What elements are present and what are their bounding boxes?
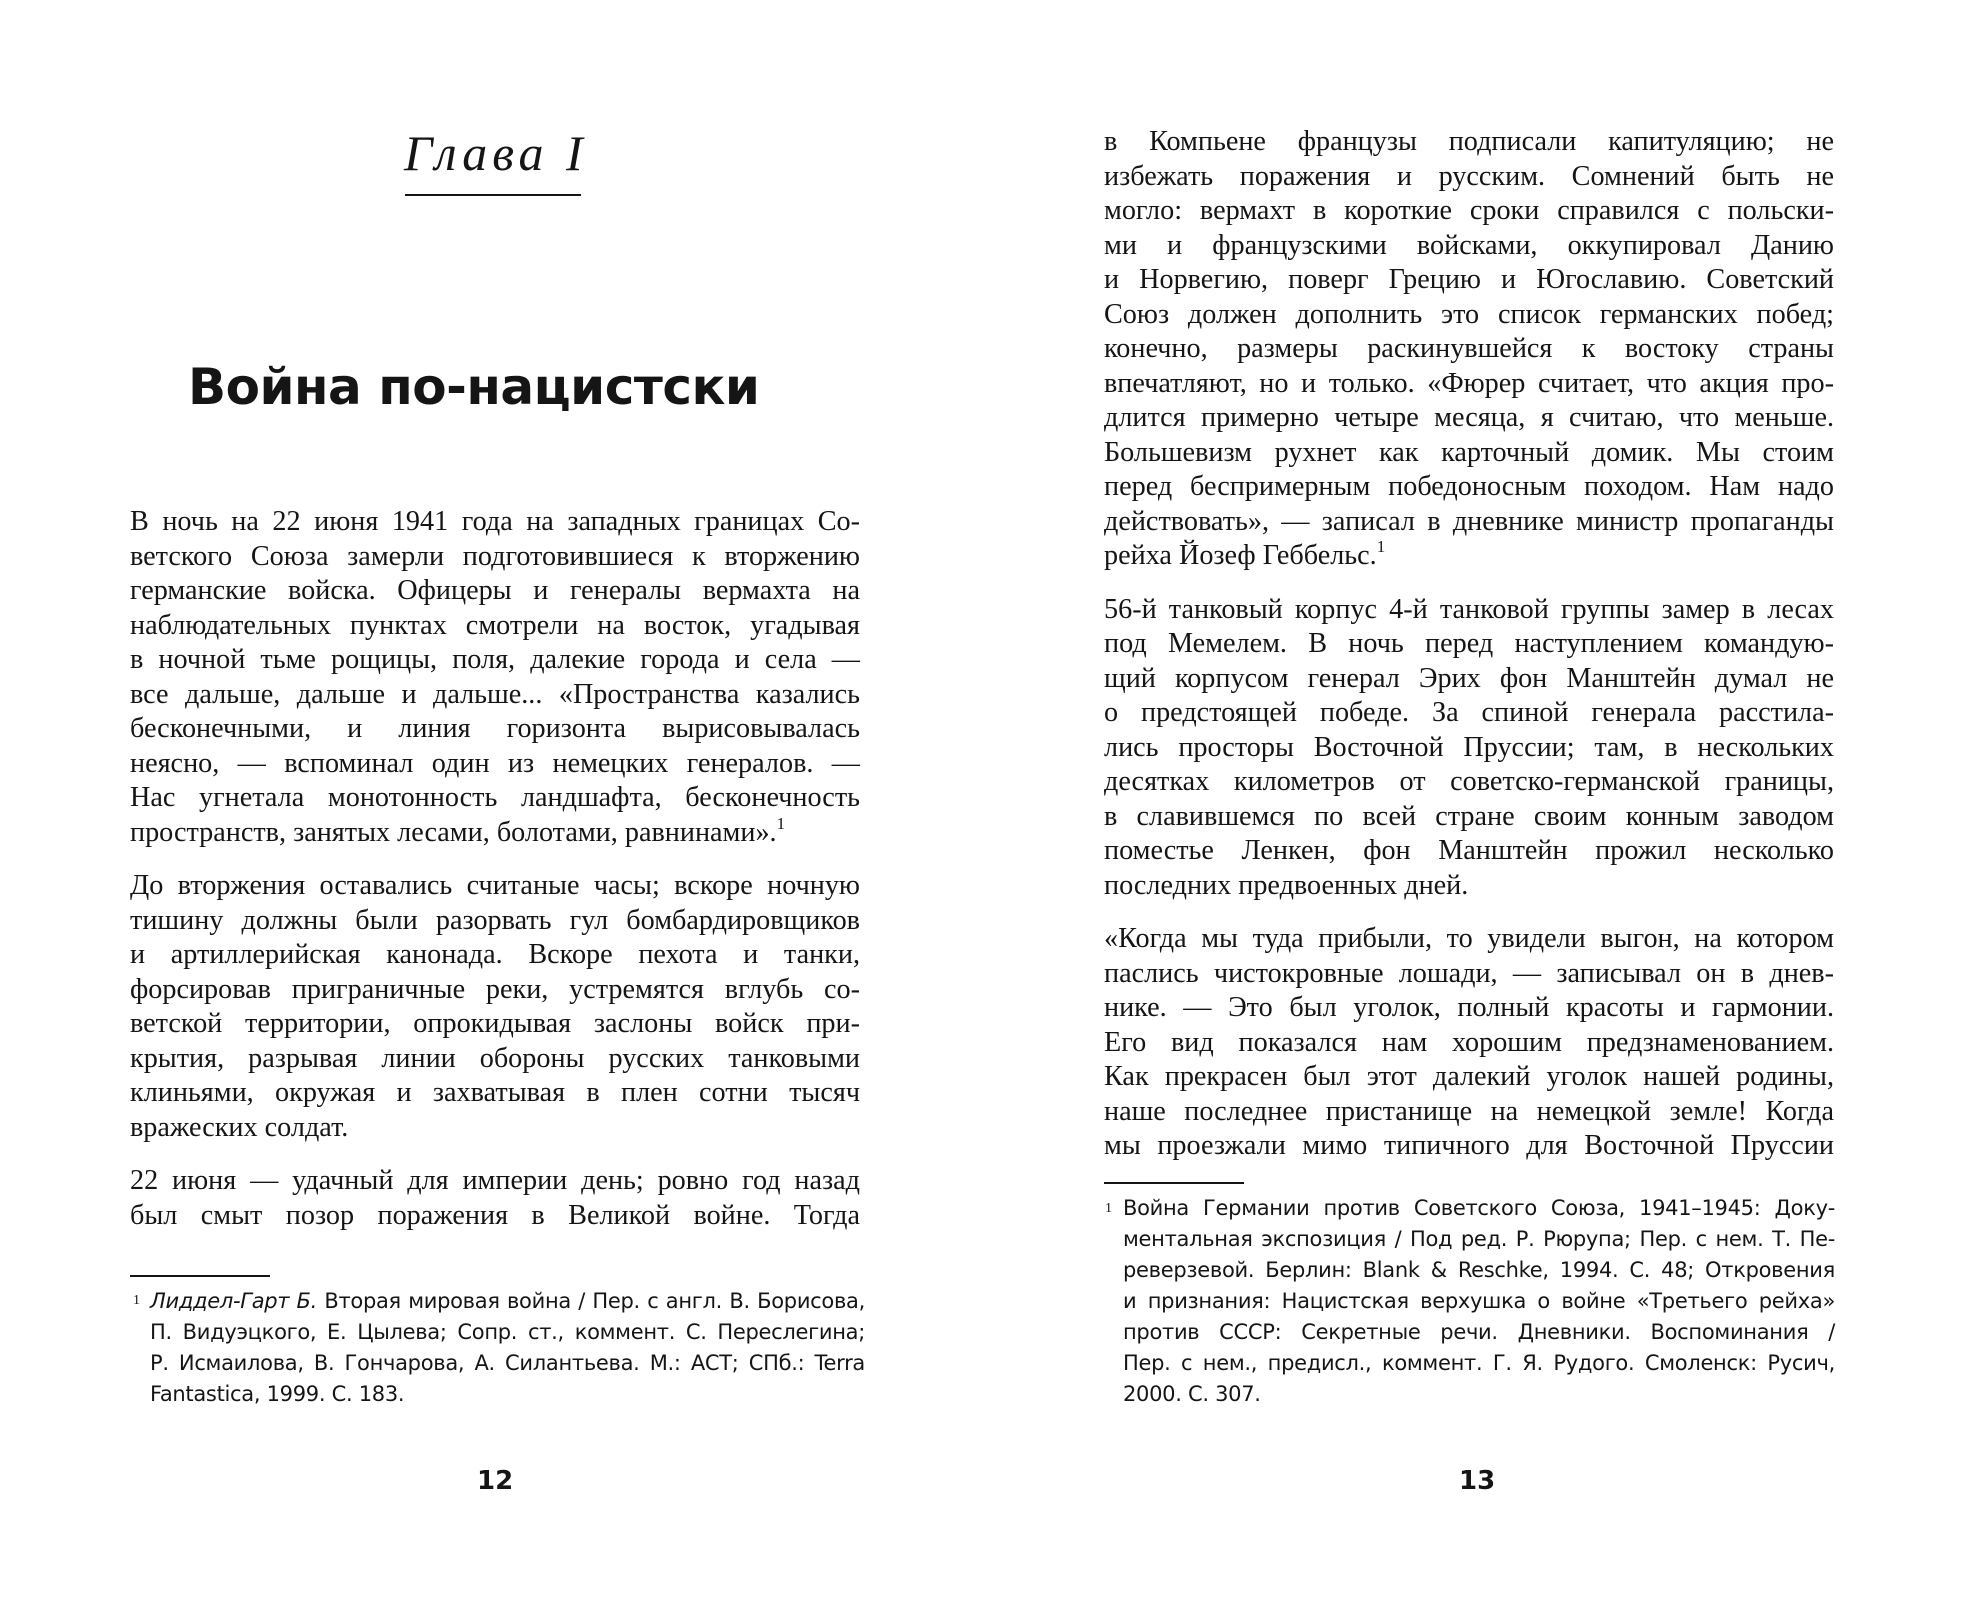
footnote-line: Р. Исмаилова, В. Гончарова, А. Силантьева. М.: АСТ; СПб.: Terra bbox=[150, 1351, 865, 1375]
text-line: Как прекрасен был этот далекий уголок нашей родины, bbox=[1104, 1061, 1834, 1092]
text-line: паслись чистокровные лошади, — записывал он в днев- bbox=[1104, 957, 1834, 989]
text-line: конечно, размеры раскинувшейся к востоку страны bbox=[1104, 333, 1834, 364]
footnote-line-content: Вторая мировая война / Пер. с англ. В. Борисова, bbox=[324, 1289, 865, 1313]
text-line: действовать», — записал в дневнике министр пропаганды bbox=[1104, 505, 1834, 537]
text-line: Союз должен дополнить это список германских побед; bbox=[1104, 298, 1834, 330]
text-line: последних предвоенных дней. bbox=[1104, 869, 1469, 901]
text-line-content: пространств, занятых лесами, болотами, равнинами». bbox=[130, 816, 777, 848]
footnote-line: Fantastica, 1999. С. 183. bbox=[150, 1382, 405, 1406]
page-number: 12 bbox=[477, 1466, 514, 1496]
footnote-line: Пер. с нем., предисл., коммент. Г. Я. Рудого. Смоленск: Русич, bbox=[1123, 1351, 1835, 1375]
paragraph bbox=[130, 505, 860, 850]
text-line: все дальше, дальше и дальше... «Пространства казались bbox=[130, 678, 860, 710]
footnote bbox=[150, 1286, 865, 1410]
text-line: и Норвегию, поверг Грецию и Югославию. Советский bbox=[1104, 264, 1834, 295]
text-line: германские войска. Офицеры и генералы вермахта на bbox=[130, 575, 860, 606]
text-line: Нас угнетала монотонность ландшафта, бесконечность bbox=[130, 782, 860, 813]
chapter-label: Глава I bbox=[404, 125, 588, 181]
footnote-mark: 1 bbox=[133, 1293, 140, 1308]
text-line: Большевизм рухнет как карточный домик. Мы стоим bbox=[1104, 436, 1834, 468]
footnote-line: Война Германии против Советского Союза, 1941–1945: Доку- bbox=[1123, 1196, 1835, 1220]
text-line-content: рейха Йозеф Геббельс. bbox=[1104, 540, 1377, 571]
footnote-line: П. Видуэцкого, Е. Цылева; Сопр. ст., коммент. С. Переслегина; bbox=[150, 1320, 865, 1344]
text-line: форсировав приграничные реки, устремятся вглубь со- bbox=[130, 973, 860, 1005]
text-line: лись просторы Восточной Пруссии; там, в нескольких bbox=[1104, 731, 1834, 763]
paragraph bbox=[130, 869, 860, 1145]
footnote-line: и признания: Нацистская верхушка о войне «Третьего рейха» bbox=[1123, 1289, 1835, 1313]
paragraph bbox=[1104, 593, 1834, 904]
page-number: 13 bbox=[1459, 1466, 1496, 1496]
text-line bbox=[1104, 539, 1834, 574]
text-line: 56-й танковый корпус 4-й танковой группы замер в лесах bbox=[1104, 593, 1834, 625]
chapter-underline bbox=[405, 194, 581, 196]
paragraph bbox=[1104, 125, 1834, 574]
text-line: в ночной тьме рощицы, поля, далекие города и села — bbox=[130, 644, 860, 675]
text-line: о предстоящей победе. За спиной генерала расстила- bbox=[1104, 697, 1834, 728]
chapter-title: Война по-нацистски bbox=[188, 358, 760, 416]
text-line: мы проезжали мимо типичного для Восточной Пруссии bbox=[1104, 1130, 1834, 1161]
text-line: наше последнее пристанище на немецкой земле! Когда bbox=[1104, 1095, 1834, 1127]
footnote-mark: 1 bbox=[1105, 1201, 1112, 1216]
text-line: бесконечными, и линия горизонта вырисовывалась bbox=[130, 713, 860, 744]
text-line: могло: вермахт в короткие сроки справился с польски- bbox=[1104, 195, 1834, 226]
text-line: в Компьене французы подписали капитуляцию; не bbox=[1104, 126, 1834, 157]
text-line: вражеских солдат. bbox=[130, 1111, 349, 1143]
footnote-line: против СССР: Секретные речи. Дневники. Воспоминания / bbox=[1123, 1320, 1835, 1344]
footnote-reference: 1 bbox=[1376, 537, 1386, 556]
paragraph bbox=[130, 1164, 860, 1233]
text-line: впечатляют, но и только. «Фюрер считает, что акция про- bbox=[1104, 367, 1834, 399]
text-line: В ночь на 22 июня 1941 года на западных границах Со- bbox=[130, 506, 860, 537]
footnote-divider bbox=[130, 1275, 270, 1277]
text-line bbox=[130, 813, 860, 851]
footnote-reference: 1 bbox=[776, 813, 786, 833]
text-line: длится примерно четыре месяца, я считаю, что меньше. bbox=[1104, 402, 1834, 433]
left-body-text bbox=[130, 505, 860, 1233]
text-line: и артиллерийская канонада. Вскоре пехота и танки, bbox=[130, 939, 860, 970]
right-page bbox=[983, 0, 1966, 1622]
text-line: ми и французскими войсками, оккупировал Данию bbox=[1104, 229, 1834, 261]
paragraph bbox=[1104, 922, 1834, 1164]
text-line: ветской территории, опрокидывая заслоны войск при- bbox=[130, 1008, 860, 1039]
text-line: десятках километров от советско-германской границы, bbox=[1104, 766, 1834, 797]
footnote-author: Лиддел-Гарт Б. bbox=[150, 1289, 318, 1313]
text-line: наблюдательных пунктах смотрели на восток, угадывая bbox=[130, 609, 860, 641]
text-line: тишину должны были разорвать гул бомбардировщиков bbox=[130, 904, 860, 936]
text-line: Его вид показался нам хорошим предзнаменованием. bbox=[1104, 1026, 1834, 1058]
text-line: клиньями, окружая и захватывая в плен сотни тысяч bbox=[130, 1077, 860, 1108]
text-line: ветского Союза замерли подготовившиеся к вторжению bbox=[130, 540, 860, 572]
text-line: избежать поражения и русским. Сомнений быть не bbox=[1104, 160, 1834, 192]
text-line: 22 июня — удачный для империи день; ровно год назад bbox=[130, 1165, 860, 1196]
footnote-divider bbox=[1104, 1182, 1244, 1184]
text-line: под Мемелем. В ночь перед наступлением командую- bbox=[1104, 628, 1834, 659]
text-line: крытия, разрывая линии обороны русских танковыми bbox=[130, 1042, 860, 1074]
text-line: в славившемся по всей стране своим конным заводом bbox=[1104, 800, 1834, 832]
text-line: был смыт позор поражения в Великой войне. Тогда bbox=[130, 1199, 860, 1231]
text-line: нике. — Это был уголок, полный красоты и гармонии. bbox=[1104, 992, 1834, 1023]
text-line: неясно, — вспоминал один из немецких генералов. — bbox=[130, 747, 860, 779]
text-line: До вторжения оставались считаные часы; вскоре ночную bbox=[130, 870, 860, 901]
footnote-line: реверзевой. Берлин: Blank & Reschke, 1994. С. 48; Откровения bbox=[1123, 1258, 1835, 1282]
footnote-line: 2000. С. 307. bbox=[1123, 1382, 1261, 1406]
text-line: перед беспримерным победоносным походом. Нам надо bbox=[1104, 471, 1834, 502]
text-line: щий корпусом генерал Эрих фон Манштейн думал не bbox=[1104, 662, 1834, 694]
footnote-line bbox=[150, 1286, 865, 1317]
text-line: поместье Ленкен, фон Манштейн прожил несколько bbox=[1104, 835, 1834, 866]
right-body-text bbox=[1104, 125, 1834, 1164]
footnote-line: ментальная экспозиция / Под ред. Р. Рюрупа; Пер. с нем. Т. Пе- bbox=[1123, 1227, 1835, 1251]
text-line: «Когда мы туда прибыли, то увидели выгон, на котором bbox=[1104, 923, 1834, 954]
footnote bbox=[1123, 1193, 1835, 1410]
